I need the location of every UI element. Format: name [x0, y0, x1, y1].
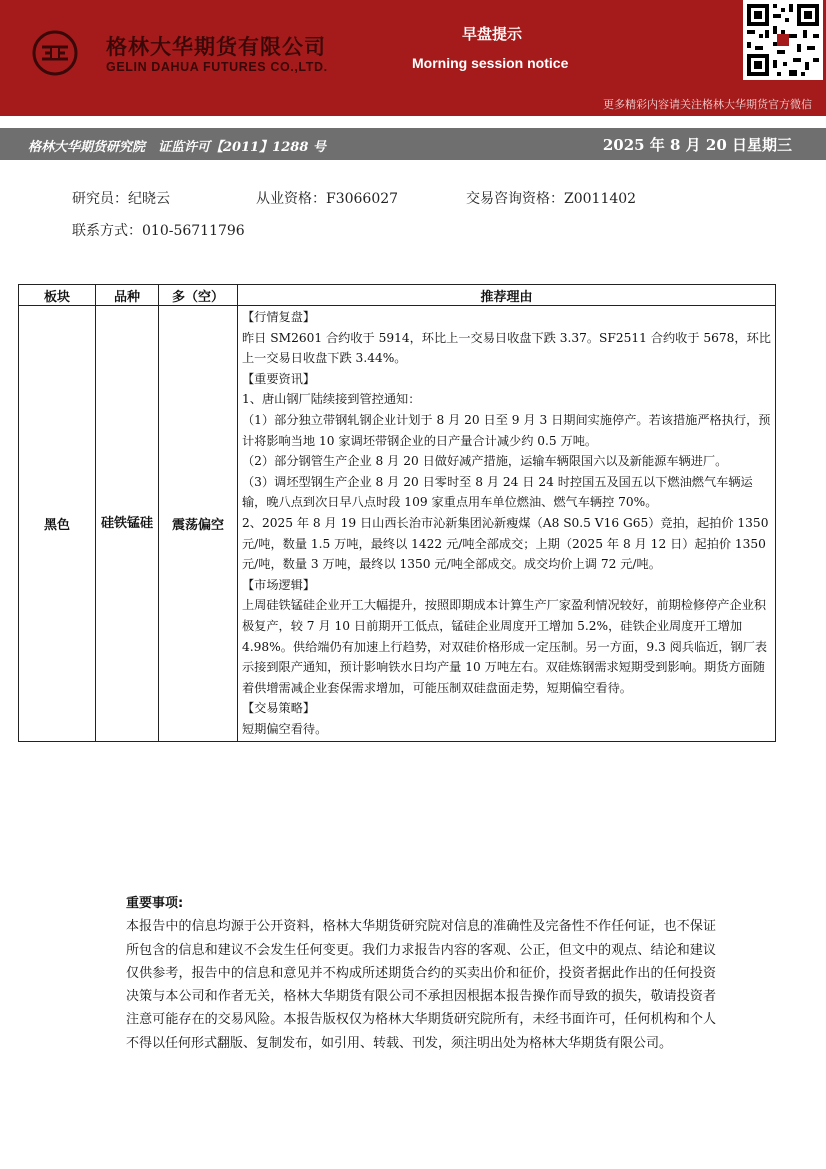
notice-title-cn: 早盘提示 — [462, 25, 523, 43]
header-band — [0, 0, 826, 116]
reason-heading-news: 【重要资讯】 — [242, 371, 316, 386]
table-header-row — [19, 285, 776, 306]
reason-paragraph: （1）部分独立带钢轧钢企业计划于 8 月 20 日至 9 月 3 日期间实施停产。若该措施严格执行，预计将影响当地 10 家调坯带钢企业的日产量合计减少约 0.5 万吨。 — [242, 412, 771, 448]
reason-heading-logic: 【市场逻辑】 — [242, 577, 316, 592]
sector-cell: 黑色 — [19, 306, 96, 742]
reason-paragraph: 1、唐山钢厂陆续接到管控通知： — [242, 392, 421, 407]
institute-license: 格林大华期货研究院 证监许可【2011】1288 号 — [28, 140, 326, 155]
wechat-qr-code-icon — [743, 0, 823, 80]
wechat-follow-note: 更多精彩内容请关注格林大华期货官方微信 — [603, 98, 812, 111]
advisory-qualification: 交易咨询资格：Z0011402 — [466, 191, 637, 207]
reason-heading-review: 【行情复盘】 — [242, 310, 316, 324]
practice-qualification: 从业资格：F3066027 — [256, 191, 399, 207]
brand-name-en: GELIN DAHUA FUTURES CO.,LTD. — [106, 60, 328, 74]
researcher-name: 研究员：纪晓云 — [72, 191, 170, 207]
reason-paragraph: 短期偏空看待。 — [242, 721, 328, 736]
company-logo-icon — [32, 30, 78, 76]
brand-name-cn: 格林大华期货有限公司 — [106, 35, 326, 59]
disclaimer-title: 重要事项: — [126, 896, 184, 911]
notice-title-en: Morning session notice — [412, 55, 569, 71]
reason-paragraph: 2、2025 年 8 月 19 日山西长治市沁新集团沁新瘦煤（A8 S0.5 V16 G65）竞拍，起拍价 1350 元/吨，数量 1.5 万吨，最终以 1422 元/吨全部成交；上期（2025 年 8 月 12 日）起拍价 1350 元/吨，数量 3 万吨，最终以 1350 元/吨全部成交。成交均价上调 72 元/吨。 — [242, 515, 769, 572]
variety-cell: 硅铁锰硅 — [96, 306, 159, 742]
header-variety: 品种 — [96, 285, 159, 306]
table-row — [19, 306, 776, 742]
direction-cell: 震荡偏空 — [159, 306, 238, 742]
reason-cell — [238, 306, 776, 742]
institute-bar — [0, 128, 826, 160]
reason-heading-strategy: 【交易策略】 — [242, 701, 316, 716]
recommendation-table — [18, 284, 776, 742]
reason-paragraph: 昨日 SM2601 合约收于 5914，环比上一交易日收盘下跌 3.37。SF2511 合约收于 5678，环比上一交易日收盘下跌 3.44%。 — [242, 330, 771, 366]
header-reason: 推荐理由 — [238, 285, 776, 306]
reason-paragraph: （3）调坯型钢生产企业 8 月 20 日零时至 8 月 24 日 24 时控国五及国五以下燃油燃气车辆运输，晚八点到次日早八点时段 109 家重点用车单位燃油、燃气车辆控 70%。 — [242, 474, 753, 510]
disclaimer-section — [126, 892, 716, 1055]
reason-paragraph: （2）部分钢管生产企业 8 月 20 日做好减产措施，运输车辆限国六以及新能源车辆进厂。 — [242, 454, 728, 469]
disclaimer-body: 本报告中的信息均源于公开资料，格林大华期货研究院对信息的准确性及完备性不作任何证，也不保证所包含的信息和建议不会发生任何变更。我们力求报告内容的客观、公正，但文中的观点、结论和建议仅供参考，报告中的信息和意见并不构成所述期货合约的买卖出价和征价，投资者据此作出的任何投资决策与本公司和作者无关，格林大华期货有限公司不承担因根据本报告操作而导致的损失，敬请投资者注意可能存在的交易风险。本报告版权仅为格林大华期货研究院所有，未经书面许可，任何机构和个人不得以任何形式翻版、复制发布，如引用、转载、刊发，须注明出处为格林大华期货有限公司。 — [126, 919, 716, 1051]
contact-phone: 联系方式：010-56711796 — [72, 223, 245, 239]
reason-paragraph: 上周硅铁锰硅企业开工大幅提升，按照即期成本计算生产厂家盈利情况较好，前期检修停产企业积极复产，较 7 月 10 日前期开工低点，锰硅企业周度开工增加 5.2%，硅铁企业周度开工增加 4.98%。供给端仍有加速上行趋势，对双硅价格形成一定压制。另一方面，9.3 阅兵临近，钢厂表示接到限产通知，预计影响铁水日均产量 10 万吨左右。双硅炼钢需求短期受到影响。期货方面随着供增需减企业套保需求增加，可能压制双硅盘面走势，短期偏空看待。 — [242, 598, 768, 695]
report-date: 2025 年 8 月 20 日星期三 — [602, 136, 792, 154]
header-sector: 板块 — [19, 285, 96, 306]
header-direction: 多（空） — [159, 285, 238, 306]
